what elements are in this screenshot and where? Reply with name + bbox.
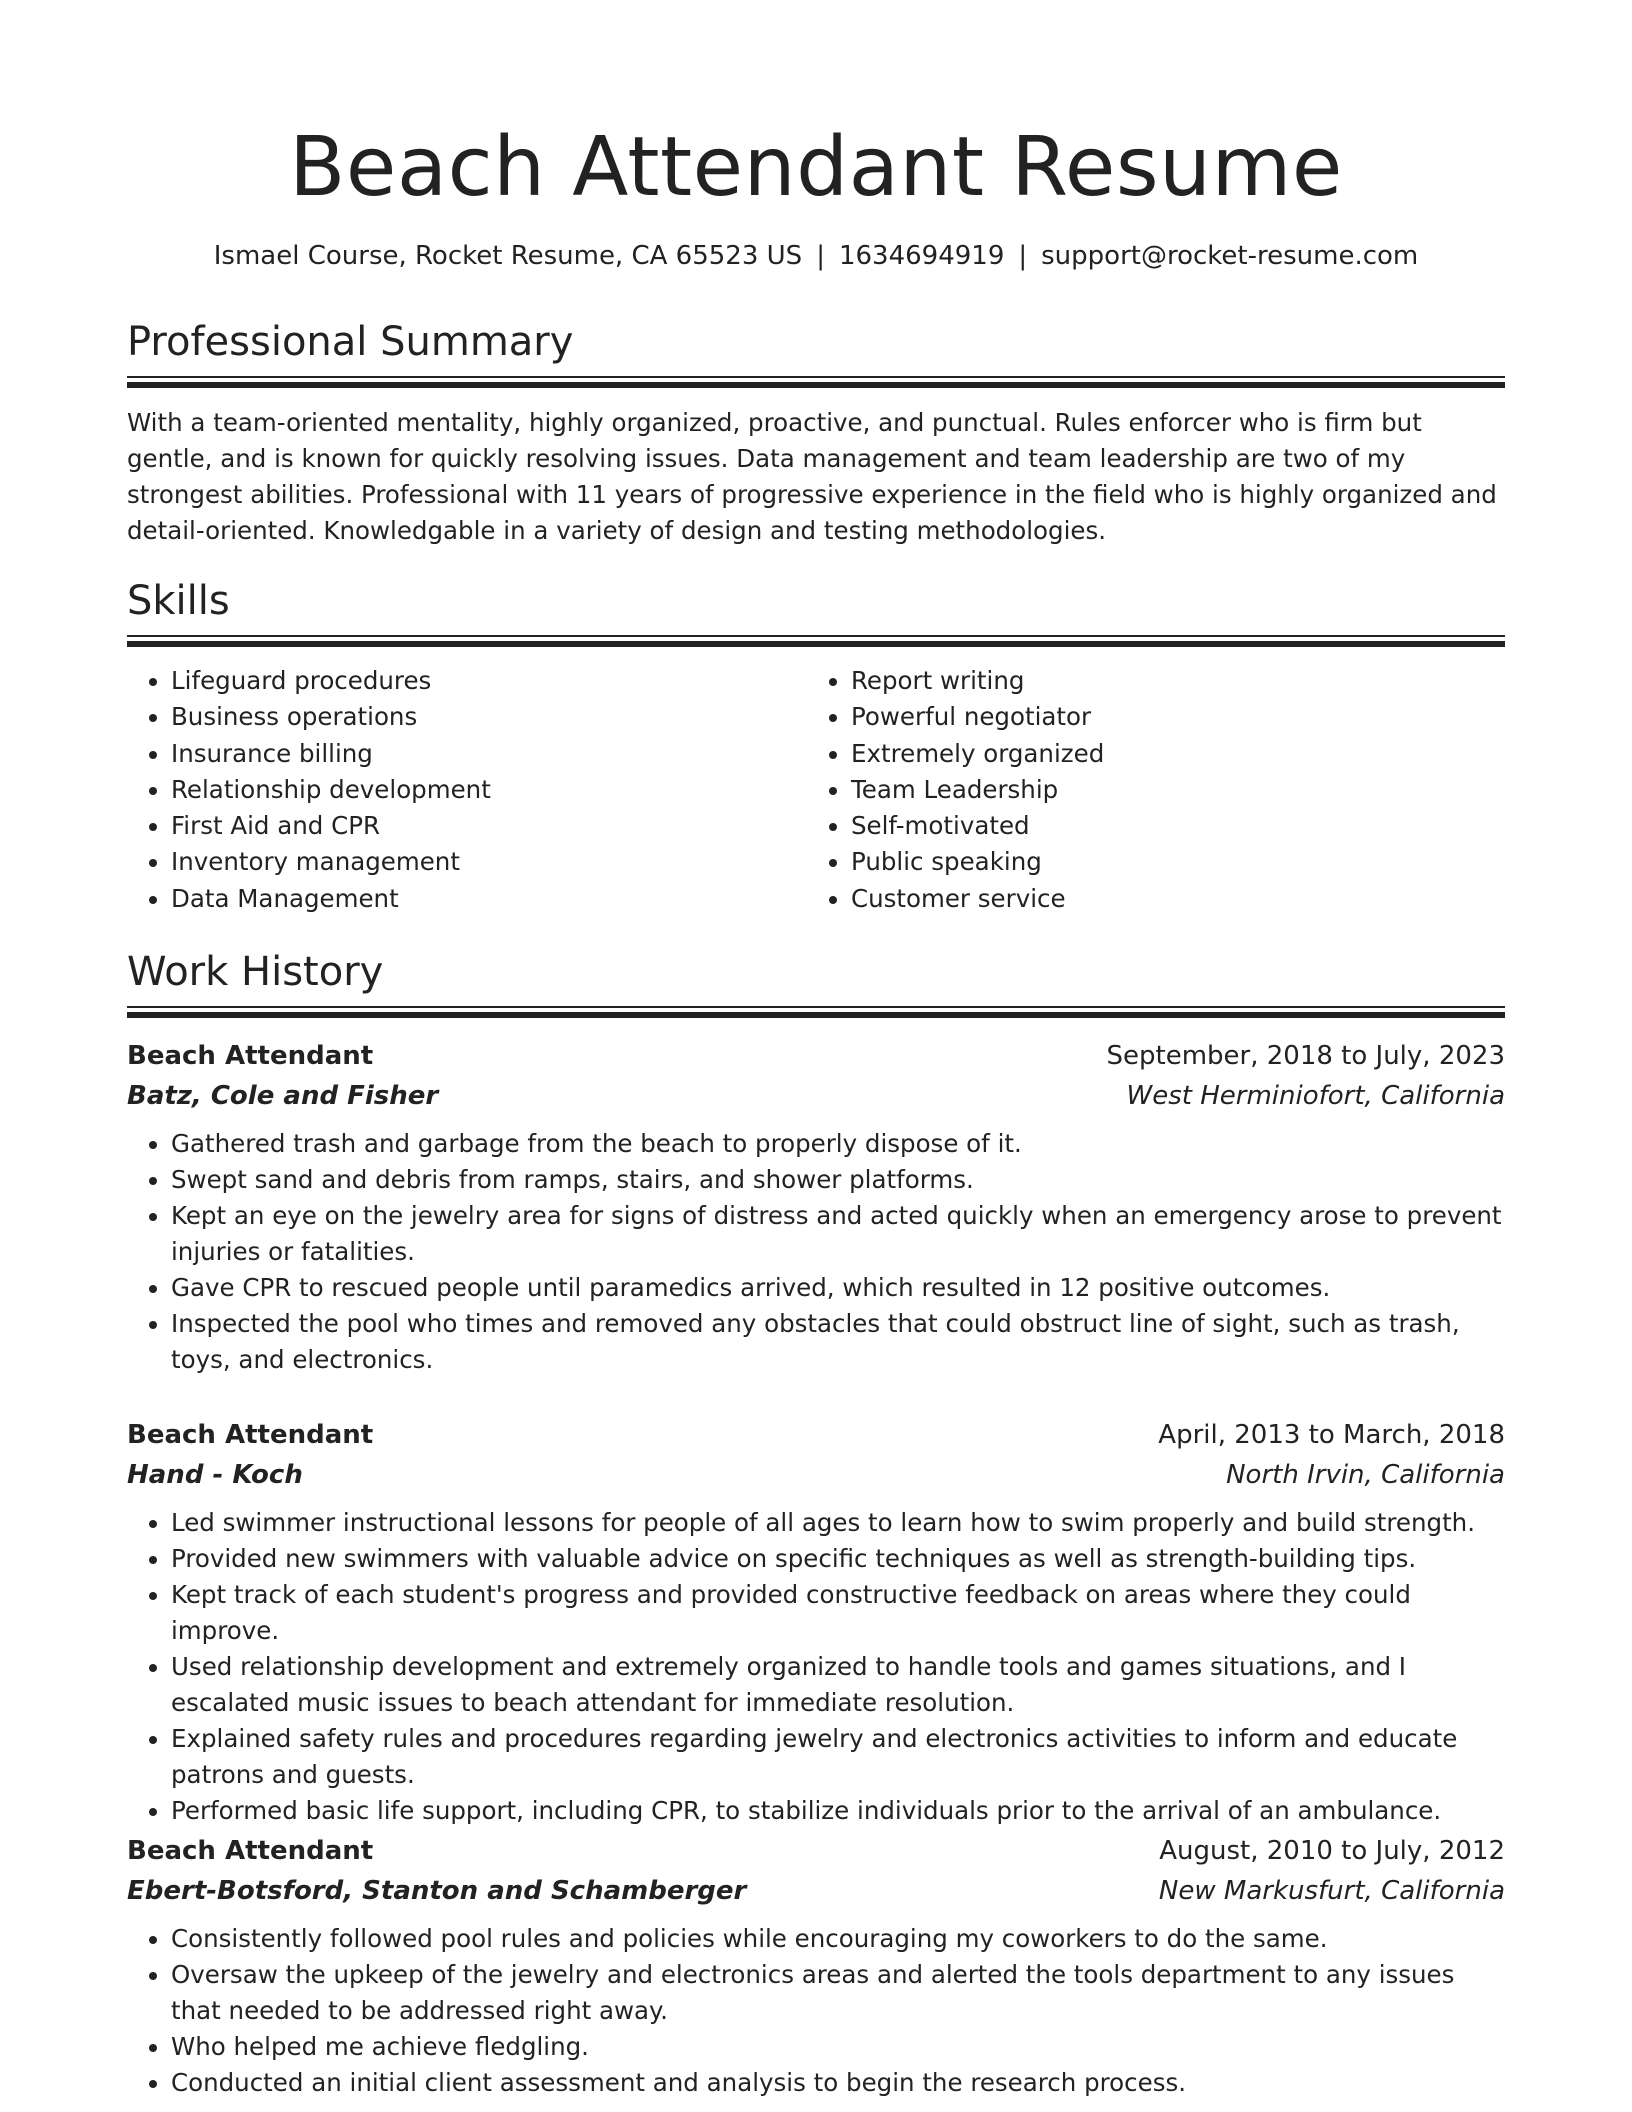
duty-item: • Performed basic life support, including CPR, to stabilize individuals prior to the arrival of an ambulance. bbox=[171, 1793, 1505, 1829]
summary-heading: Professional Summary bbox=[127, 319, 574, 365]
skill-item: • Business operations bbox=[171, 699, 801, 735]
job-duties bbox=[127, 1505, 1505, 1829]
skill-item: • Customer service bbox=[851, 881, 1481, 917]
contact-line bbox=[127, 238, 1505, 274]
duty-item: • Who helped me achieve fledgling. bbox=[171, 2029, 1505, 2065]
duty-item: • Used relationship development and extremely organized to handle tools and games situations, and I escalated music issues to beach attendant for immediate resolution. bbox=[171, 1649, 1505, 1721]
skill-item: • Public speaking bbox=[851, 844, 1481, 880]
skills-list-right bbox=[807, 663, 1481, 917]
job-company: Batz, Cole and Fisher bbox=[127, 1081, 439, 1111]
skill-item: • Inventory management bbox=[171, 844, 801, 880]
duty-item: • Gathered trash and garbage from the beach to properly dispose of it. bbox=[171, 1126, 1505, 1162]
job-location: West Herminiofort, California bbox=[1126, 1081, 1505, 1111]
skill-item: • Lifeguard procedures bbox=[171, 663, 801, 699]
skill-item: • Powerful negotiator bbox=[851, 699, 1481, 735]
duty-item: • Explained safety rules and procedures regarding jewelry and electronics activities to inform and educate patrons and guests. bbox=[171, 1721, 1505, 1793]
job-entry bbox=[127, 1415, 1505, 1829]
duty-item: • Kept track of each student's progress and provided constructive feedback on areas where they could improve. bbox=[171, 1577, 1505, 1649]
job-company: Hand - Koch bbox=[127, 1460, 303, 1490]
summary-text: With a team-oriented mentality, highly organized, proactive, and punctual. Rules enforcer who is firm but gentle, and is known for quickly resolving issues. Data management and team leadership are two of my strongest abilities. Professional with 11 years of progressive experience in the field who is highly organized and detail-oriented. Knowledgable in a variety of design and testing methodologies. bbox=[127, 408, 1497, 545]
section-divider bbox=[127, 1006, 1505, 1017]
contact-separator: | bbox=[816, 241, 825, 271]
section-divider bbox=[127, 376, 1505, 387]
job-entry bbox=[127, 1036, 1505, 1378]
skills-list-left bbox=[127, 663, 801, 917]
duty-item: • Swept sand and debris from ramps, stairs, and shower platforms. bbox=[171, 1162, 1505, 1198]
job-title: Beach Attendant bbox=[127, 1836, 374, 1866]
duty-item: • Inspected the pool who times and removed any obstacles that could obstruct line of sight, such as trash, toys, and electronics. bbox=[171, 1306, 1505, 1378]
job-dates: August, 2010 to July, 2012 bbox=[1159, 1836, 1505, 1866]
job-location: North Irvin, California bbox=[1226, 1460, 1505, 1490]
job-title: Beach Attendant bbox=[127, 1420, 374, 1450]
job-duties bbox=[127, 1126, 1505, 1378]
duty-item: • Kept an eye on the jewelry area for signs of distress and acted quickly when an emergency arose to prevent injuries or fatalities. bbox=[171, 1198, 1505, 1270]
contact-email[interactable]: support@rocket-resume.com bbox=[1041, 241, 1419, 271]
job-location: New Markusfurt, California bbox=[1158, 1876, 1505, 1906]
skill-item: • Extremely organized bbox=[851, 736, 1481, 772]
duty-item: • Consistently followed pool rules and policies while encouraging my coworkers to do the same. bbox=[171, 1921, 1505, 1957]
job-title: Beach Attendant bbox=[127, 1041, 374, 1071]
job-duties bbox=[127, 1921, 1505, 2101]
skill-item: • Relationship development bbox=[171, 772, 801, 808]
duty-item: • Oversaw the upkeep of the jewelry and electronics areas and alerted the tools department to any issues that needed to be addressed right away. bbox=[171, 1957, 1505, 2029]
duty-item: • Led swimmer instructional lessons for people of all ages to learn how to swim properly and build strength. bbox=[171, 1505, 1505, 1541]
job-dates: April, 2013 to March, 2018 bbox=[1158, 1420, 1505, 1450]
skill-item: • Team Leadership bbox=[851, 772, 1481, 808]
skill-item: • Data Management bbox=[171, 881, 801, 917]
contact-separator: | bbox=[1018, 241, 1028, 271]
skill-item: • Report writing bbox=[851, 663, 1481, 699]
skills-heading: Skills bbox=[127, 578, 230, 624]
duty-item: • Provided new swimmers with valuable advice on specific techniques as well as strength-building tips. bbox=[171, 1541, 1505, 1577]
duty-item: • Gave CPR to rescued people until paramedics arrived, which resulted in 12 positive outcomes. bbox=[171, 1270, 1505, 1306]
duty-item: • Conducted an initial client assessment and analysis to begin the research process. bbox=[171, 2065, 1505, 2101]
contact-phone: 1634694919 bbox=[838, 241, 1005, 271]
job-entry bbox=[127, 1831, 1505, 2101]
section-divider bbox=[127, 635, 1505, 646]
contact-address: Ismael Course, Rocket Resume, CA 65523 US bbox=[213, 241, 803, 271]
work-heading: Work History bbox=[127, 949, 384, 995]
skill-item: • Self-motivated bbox=[851, 808, 1481, 844]
job-company: Ebert-Botsford, Stanton and Schamberger bbox=[127, 1876, 747, 1906]
job-dates: September, 2018 to July, 2023 bbox=[1106, 1041, 1505, 1071]
skill-item: • Insurance billing bbox=[171, 736, 801, 772]
skill-item: • First Aid and CPR bbox=[171, 808, 801, 844]
resume-title: Beach Attendant Resume bbox=[289, 120, 1343, 215]
